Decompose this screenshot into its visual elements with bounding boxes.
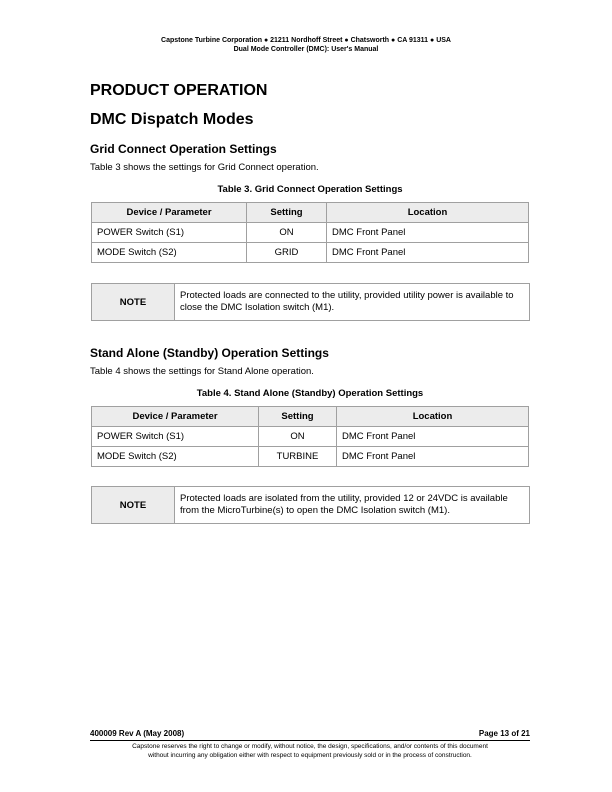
table-cell: GRID: [247, 243, 327, 263]
table-row: [92, 447, 529, 467]
table-cell: DMC Front Panel: [327, 243, 529, 263]
table-cell: DMC Front Panel: [327, 223, 529, 243]
table-row: [92, 427, 529, 447]
subsection-title: DMC Dispatch Modes: [90, 111, 254, 128]
note-text: Protected loads are connected to the utility, provided utility power is available to close the DMC Isolation switch (M1).: [180, 290, 514, 313]
table-cell: ON: [259, 427, 337, 447]
column-header: Location: [327, 203, 529, 223]
note-label: NOTE: [92, 487, 175, 523]
footer-divider: [90, 740, 530, 741]
grid-connect-table: [91, 202, 529, 263]
table-header-row: [92, 407, 529, 427]
column-header: Location: [337, 407, 529, 427]
footer-page-number: Page 13 of 21: [478, 729, 530, 738]
table-header-row: [92, 203, 529, 223]
stand-alone-heading: Stand Alone (Standby) Operation Settings: [90, 346, 329, 360]
table3-caption: Table 3. Grid Connect Operation Settings: [217, 184, 403, 195]
footer-bar: [90, 729, 530, 738]
table-cell: ON: [247, 223, 327, 243]
table-cell: DMC Front Panel: [337, 427, 529, 447]
note-label: NOTE: [92, 284, 175, 320]
stand-alone-table: [91, 406, 529, 467]
header-company-line: Capstone Turbine Corporation ● 21211 Nordhoff Street ● Chatsworth ● CA 91311 ● USA: [161, 37, 451, 44]
header-manual-title: Dual Mode Controller (DMC): User's Manual: [233, 46, 379, 53]
table-cell: MODE Switch (S2): [92, 447, 259, 467]
stand-alone-intro: Table 4 shows the settings for Stand Alone operation.: [90, 366, 314, 377]
table-cell: POWER Switch (S1): [92, 427, 259, 447]
table-row: [92, 243, 529, 263]
column-header: Setting: [247, 203, 327, 223]
column-header: Device / Parameter: [92, 407, 259, 427]
section-title: PRODUCT OPERATION: [90, 82, 268, 99]
note-text: Protected loads are isolated from the utility, provided 12 or 24VDC is available from the MicroTurbine(s) to open the DMC Isolation switch (M1).: [180, 493, 508, 516]
footer-doc-id: 400009 Rev A (May 2008): [90, 729, 185, 738]
table-cell: DMC Front Panel: [337, 447, 529, 467]
column-header: Device / Parameter: [92, 203, 247, 223]
column-header: Setting: [259, 407, 337, 427]
stand-alone-note: [91, 486, 530, 524]
grid-connect-heading: Grid Connect Operation Settings: [90, 142, 277, 156]
grid-connect-intro: Table 3 shows the settings for Grid Connect operation.: [90, 162, 319, 173]
footer-disclaimer-line1: Capstone reserves the right to change or modify, without notice, the design, specifications, and/or contents of this document: [132, 743, 488, 750]
table-cell: MODE Switch (S2): [92, 243, 247, 263]
table-cell: POWER Switch (S1): [92, 223, 247, 243]
table-cell: TURBINE: [259, 447, 337, 467]
table-row: [92, 223, 529, 243]
footer-disclaimer-line2: without incurring any obligation either with respect to equipment previously sold or in the process of construction.: [148, 752, 472, 759]
grid-connect-note: [91, 283, 530, 321]
table4-caption: Table 4. Stand Alone (Standby) Operation Settings: [196, 388, 424, 399]
